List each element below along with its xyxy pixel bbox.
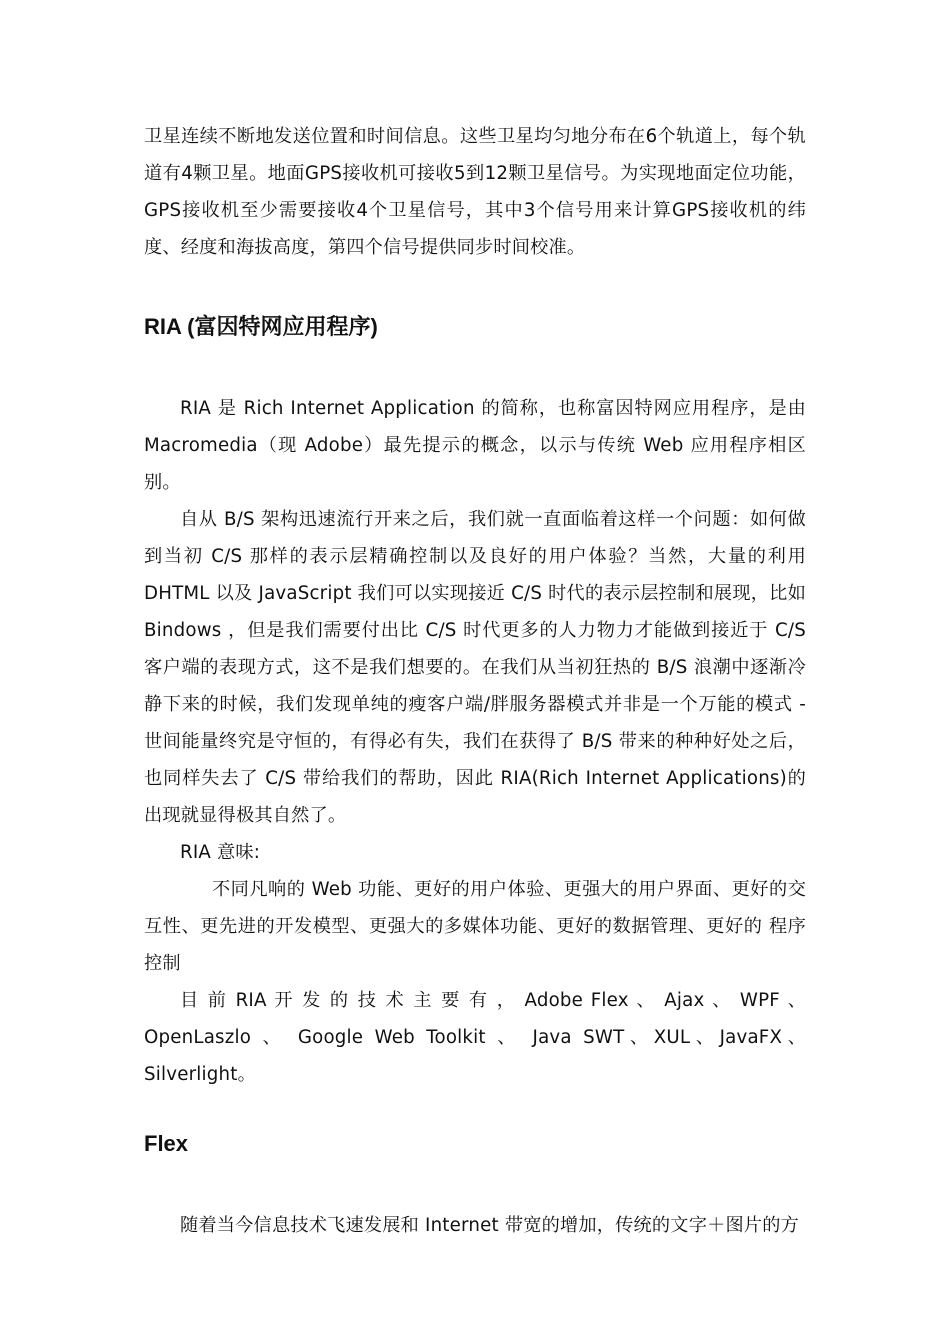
ria-paragraph-technologies: 目 前 RIA 开 发 的 技 术 主 要 有 ， Adobe Flex 、 Ajax 、 WPF 、 OpenLaszlo 、 Google Web Toolkit 、 Java SWT、XUL、JavaFX、Silverlight。 — [144, 990, 806, 1085]
ria-paragraph-history: 自从 B/S 架构迅速流行开来之后，我们就一直面临着这样一个问题：如何做到当初 C/S 那样的表示层精确控制以及良好的用户体验？当然，大量的利用DHTML 以及 JavaScript 我们可以实现接近 C/S 时代的表示层控制和展现，比如 Bindows ，但是我们需要付出比 C/S 时代更多的人力物力才能做到接近于 C/S 客户端的表现方式，这不是我们想要的。在我们从当初狂热的 B/S 浪潮中逐渐冷静下来的时候，我们发现单纯的瘦客户端/胖服务器模式并非是一个万能的模式 - 世间能量终究是守恒的，有得必有失，我们在获得了 B/S 带来的种种好处之后，也同样失去了 C/S 带给我们的帮助，因此 RIA(Rich Internet Applications)的出现就显得极其自然了。 — [144, 509, 806, 826]
intro-paragraph: 卫星连续不断地发送位置和时间信息。这些卫星均匀地分布在6个轨道上，每个轨道有4颗卫星。地面GPS接收机可接收5到12颗卫星信号。为实现地面定位功能，GPS接收机至少需要接收4个卫星信号，其中3个信号用来计算GPS接收机的纬度、经度和海拔高度，第四个信号提供同步时间校准。 — [144, 126, 806, 258]
ria-paragraph-meaning-label: RIA 意味: — [180, 842, 261, 863]
flex-section-heading: Flex — [144, 1131, 189, 1156]
ria-section-heading: RIA (富因特网应用程序) — [144, 314, 378, 339]
ria-paragraph-features: 不同凡响的 Web 功能、更好的用户体验、更强大的用户界面、更好的交 互性、更先进的开发模型、更强大的多媒体功能、更好的数据管理、更好的 程序控制 — [144, 879, 806, 974]
ria-paragraph-definition: RIA 是 Rich Internet Application 的简称，也称富因特网应用程序，是由Macromedia（现 Adobe）最先提示的概念，以示与传统 Web 应用程序相区别。 — [144, 398, 806, 493]
document-page — [144, 118, 806, 1244]
flex-paragraph-intro: 随着当今信息技术飞速发展和 Internet 带宽的增加，传统的文字＋图片的方 — [180, 1215, 800, 1236]
